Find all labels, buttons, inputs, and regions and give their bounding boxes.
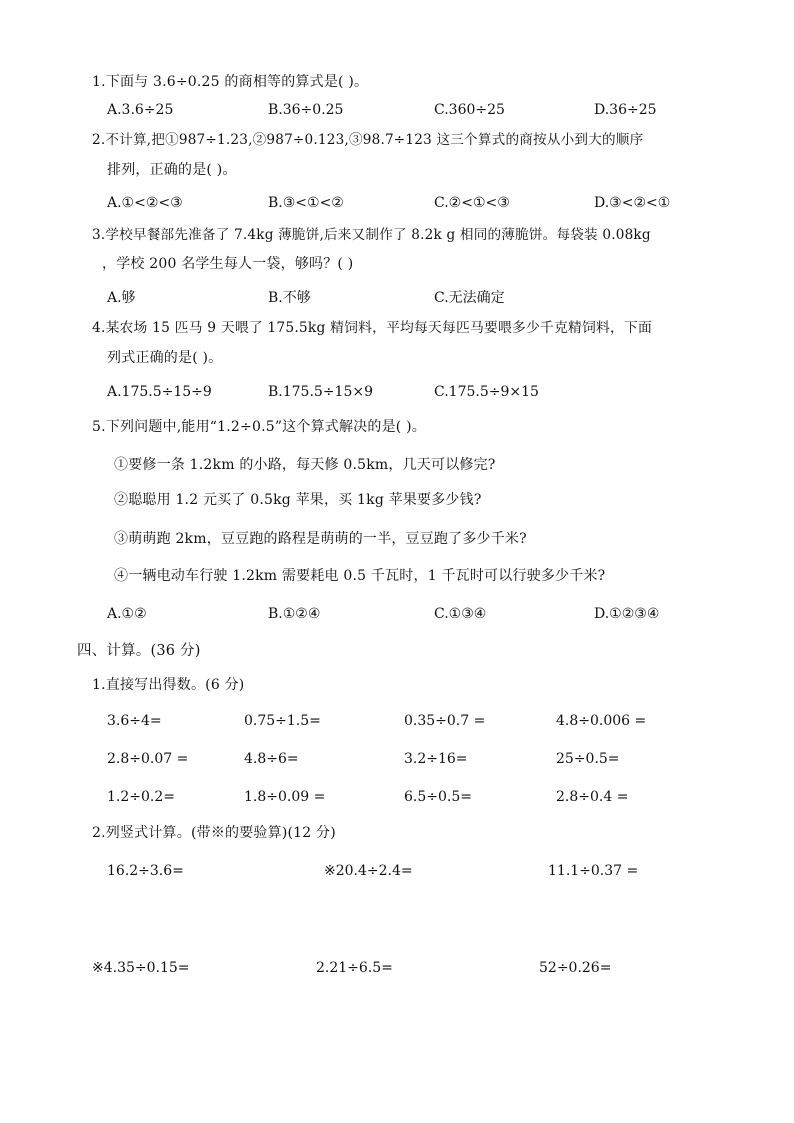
question-5-option-d: D.①②③④: [594, 606, 660, 622]
vertical-calc-item: 52÷0.26=: [539, 960, 612, 976]
section-4-part-2-title: 2.列竖式计算。(带※的要验算)(12 分): [92, 825, 336, 841]
question-1-option-b: B.36÷0.25: [268, 102, 344, 118]
direct-calc-item: 0.75÷1.5=: [244, 713, 321, 729]
direct-calc-item: 2.8÷0.4 =: [556, 789, 629, 805]
direct-calc-item: 6.5÷0.5=: [404, 789, 472, 805]
question-2-option-d: D.③<②<①: [594, 195, 671, 211]
question-2-option-a: A.①<②<③: [107, 195, 183, 211]
vertical-calc-item: 16.2÷3.6=: [107, 863, 184, 879]
section-4-title: 四、计算。(36 分): [77, 643, 201, 659]
question-4-option-b: B.175.5÷15×9: [268, 384, 373, 400]
direct-calc-item: 3.6÷4=: [107, 713, 162, 729]
question-1-option-d: D.36÷25: [594, 102, 657, 118]
question-4-stem-line2: 列式正确的是( )。: [107, 350, 223, 366]
direct-calc-item: 2.8÷0.07 =: [107, 751, 189, 767]
question-2-option-b: B.③<①<②: [268, 195, 344, 211]
vertical-calc-item: ※20.4÷2.4=: [324, 863, 413, 879]
direct-calc-item: 1.8÷0.09 =: [244, 789, 326, 805]
question-3-stem-line1: 3.学校早餐部先准备了 7.4kg 薄脆饼,后来又制作了 8.2k g 相同的薄脆饼。每袋装 0.08kg: [92, 227, 651, 243]
question-3-stem-line2: ，学校 200 名学生每人一袋，够吗？( ): [102, 256, 354, 272]
question-5-stem: 5.下列问题中,能用“1.2÷0.5”这个算式解决的是( )。: [92, 419, 426, 435]
question-3-option-c: C.无法确定: [434, 290, 505, 306]
question-4-stem-line1: 4.某农场 15 匹马 9 天喂了 175.5kg 精饲料，平均每天每匹马要喂多少千克精饲料，下面: [92, 320, 653, 336]
direct-calc-item: 1.2÷0.2=: [107, 789, 175, 805]
section-4-part-1-title: 1.直接写出得数。(6 分): [92, 677, 245, 693]
question-5-item-4: ④一辆电动车行驶 1.2km 需要耗电 0.5 千瓦时，1 千瓦时可以行驶多少千米?: [114, 568, 606, 584]
direct-calc-item: 25÷0.5=: [556, 751, 620, 767]
question-1-option-c: C.360÷25: [434, 102, 505, 118]
question-3-option-a: A.够: [107, 290, 136, 306]
question-2-option-c: C.②<①<③: [434, 195, 510, 211]
question-5-option-a: A.①②: [107, 606, 147, 622]
vertical-calc-item: ※4.35÷0.15=: [92, 960, 190, 976]
question-2-stem-line2: 排列，正确的是( )。: [107, 162, 237, 178]
vertical-calc-item: 11.1÷0.37 =: [548, 863, 639, 879]
question-3-option-b: B.不够: [268, 290, 311, 306]
direct-calc-item: 0.35÷0.7 =: [404, 713, 486, 729]
question-4-option-a: A.175.5÷15÷9: [107, 384, 212, 400]
direct-calc-item: 4.8÷0.006 =: [556, 713, 647, 729]
question-2-stem-line1: 2.不计算,把①987÷1.23,②987÷0.123,③98.7÷123 这三个算式的商按从小到大的顺序: [92, 132, 644, 148]
question-4-option-c: C.175.5÷9×15: [434, 384, 539, 400]
question-1-option-a: A.3.6÷25: [107, 102, 174, 118]
question-5-option-b: B.①②④: [268, 606, 321, 622]
question-5-item-1: ①要修一条 1.2km 的小路，每天修 0.5km，几天可以修完?: [114, 457, 496, 473]
question-5-item-2: ②聪聪用 1.2 元买了 0.5kg 苹果，买 1kg 苹果要多少钱?: [114, 492, 482, 508]
question-5-option-c: C.①③④: [434, 606, 487, 622]
question-5-item-3: ③萌萌跑 2km，豆豆跑的路程是萌萌的一半，豆豆跑了多少千米?: [114, 531, 527, 547]
direct-calc-item: 4.8÷6=: [244, 751, 299, 767]
vertical-calc-item: 2.21÷6.5=: [316, 960, 393, 976]
question-1-stem: 1.下面与 3.6÷0.25 的商相等的算式是( )。: [92, 74, 369, 90]
direct-calc-item: 3.2÷16=: [404, 751, 468, 767]
